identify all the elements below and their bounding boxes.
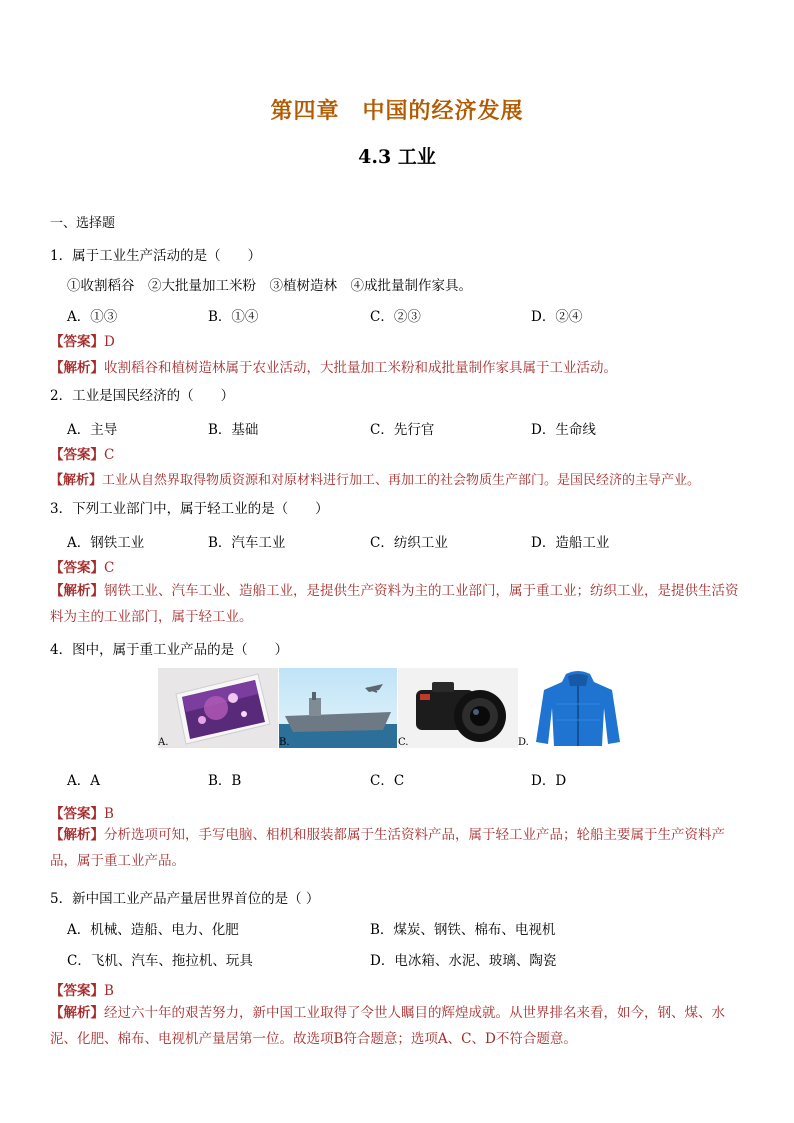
figure-label-d: D.	[518, 737, 529, 748]
question-1-stem: 1．属于工业生产活动的是（ ）	[50, 248, 262, 264]
explanation-text: 分析选项可知，手写电脑、相机和服装都属于生活资料产品，属于轻工业产品；轮船主要属于生产资料产品，属于重工业产品。	[50, 827, 725, 869]
figure-label-c: C.	[398, 737, 409, 748]
question-2-option-b: B．基础	[208, 422, 259, 438]
question-2-option-c: C．先行官	[370, 422, 435, 438]
answer-tag: 【答案】	[50, 447, 104, 463]
figure-a	[158, 668, 278, 748]
question-3-explanation	[50, 578, 750, 630]
question-3-option-d: D．造船工业	[531, 535, 610, 551]
question-4-stem: 4．图中，属于重工业产品的是（ ）	[50, 642, 289, 658]
explain-tag: 【解析】	[50, 583, 104, 599]
explanation-text: 工业从自然界取得物质资源和对原材料进行加工、再加工的社会物质生产部门。是国民经济的主导产业。	[102, 473, 701, 488]
section-title: 4.3 工业	[358, 146, 436, 168]
question-4-option-b: B．B	[208, 773, 242, 789]
tablet-image	[158, 668, 278, 748]
question-3-option-a: A．钢铁工业	[67, 535, 145, 551]
question-1-explanation	[50, 356, 617, 376]
question-5-answer	[50, 979, 114, 999]
question-2-option-d: D．生命线	[531, 422, 596, 438]
answer-tag: 【答案】	[50, 334, 104, 350]
section-heading: 一、选择题	[50, 216, 116, 231]
aircraft-carrier-image	[279, 668, 397, 748]
camera-image	[398, 668, 518, 748]
question-4-explanation	[50, 822, 750, 874]
question-1-answer	[50, 330, 115, 350]
answer-tag: 【答案】	[50, 560, 104, 576]
question-3-answer	[50, 556, 114, 576]
question-1-sub: ①收割稻谷 ②大批量加工米粉 ③植树造林 ④成批量制作家具。	[67, 278, 472, 294]
figure-label-a: A.	[158, 737, 169, 748]
figure-c	[398, 668, 518, 748]
jacket-image	[518, 668, 630, 748]
question-4-option-d: D．D	[531, 773, 567, 789]
question-1-option-b: B．①④	[208, 309, 259, 325]
question-2-stem: 2．工业是国民经济的（ ）	[50, 388, 235, 404]
question-4-option-c: C．C	[370, 773, 405, 789]
explain-tag: 【解析】	[50, 1005, 104, 1021]
chapter-title: 第四章 中国的经济发展	[270, 98, 524, 124]
question-1-option-a: A．①③	[67, 309, 118, 325]
explain-tag: 【解析】	[50, 473, 103, 488]
answer-value: B	[104, 806, 114, 822]
question-4-answer	[50, 802, 114, 822]
question-1-option-d: D．②④	[531, 309, 583, 325]
question-5-option-b: B．煤炭、钢铁、棉布、电视机	[370, 922, 556, 938]
explanation-text: 经过六十年的艰苦努力，新中国工业取得了令世人瞩目的辉煌成就。从世界排名来看，如今，钢、煤、水泥、化肥、棉布、电视机产量居第一位。故选项B符合题意；选项A、C、D不符合题意。	[50, 1005, 725, 1047]
answer-value: B	[104, 983, 114, 999]
figure-b	[279, 668, 397, 748]
question-5-stem: 5．新中国工业产品产量居世界首位的是（ ）	[50, 891, 320, 907]
question-2-option-a: A．主导	[67, 422, 118, 438]
question-2-explanation	[50, 469, 700, 488]
answer-tag: 【答案】	[50, 806, 104, 822]
question-2-answer	[50, 443, 114, 463]
question-5-option-c: C．飞机、汽车、拖拉机、玩具	[67, 953, 253, 969]
answer-value: C	[104, 560, 115, 576]
explanation-text: 收割稻谷和植树造林属于农业活动，大批量加工米粉和成批量制作家具属于工业活动。	[104, 360, 617, 376]
figure-label-b: B.	[279, 737, 290, 748]
answer-value: D	[104, 334, 115, 350]
question-3-option-c: C．纺织工业	[370, 535, 448, 551]
question-5-explanation	[50, 1000, 750, 1052]
explain-tag: 【解析】	[50, 360, 104, 376]
question-1-option-c: C．②③	[370, 309, 421, 325]
explain-tag: 【解析】	[50, 827, 104, 843]
question-4-option-a: A．A	[67, 773, 100, 789]
question-5-option-a: A．机械、造船、电力、化肥	[67, 922, 239, 938]
question-3-stem: 3．下列工业部门中，属于轻工业的是（ ）	[50, 501, 329, 517]
question-5-option-d: D．电冰箱、水泥、玻璃、陶瓷	[370, 953, 557, 969]
answer-tag: 【答案】	[50, 983, 104, 999]
figure-d	[518, 668, 630, 748]
answer-value: C	[104, 447, 115, 463]
question-3-option-b: B．汽车工业	[208, 535, 286, 551]
explanation-text: 钢铁工业、汽车工业、造船工业，是提供生产资料为主的工业部门，属于重工业；纺织工业，是提供生活资料为主的工业部门，属于轻工业。	[50, 583, 739, 625]
